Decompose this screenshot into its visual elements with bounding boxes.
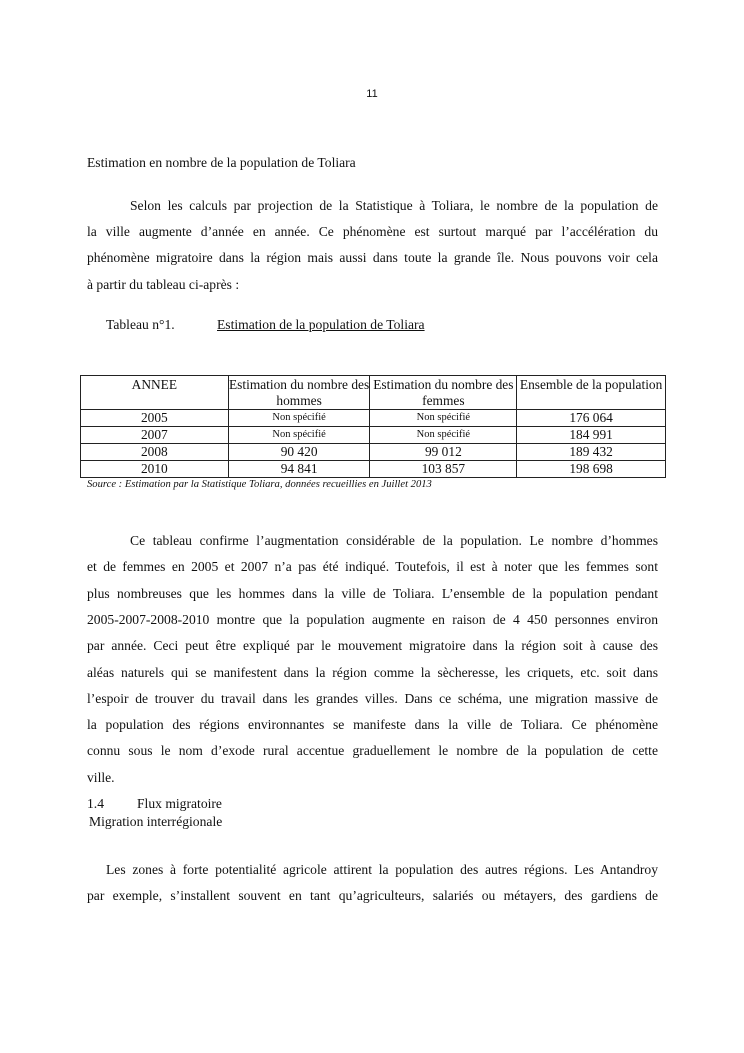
paragraph-line: connu sous le nom d’exode rural accentue graduellement le nombre de la population de cette: [87, 743, 658, 759]
table-caption-title: Estimation de la population de Toliara: [217, 317, 425, 332]
population-table: [80, 375, 666, 478]
table-cell: 189 432: [517, 444, 666, 461]
heading: Estimation en nombre de la population de Toliara: [87, 155, 356, 170]
table-cell: 2008: [81, 444, 229, 461]
page-number: 11: [366, 88, 378, 100]
paragraph-line: 2005-2007-2008-2010 montre que la population augmente en raison de 4 450 personnes environ: [87, 611, 658, 627]
paragraph-line: par année. Ceci peut être expliqué par le mouvement migratoire dans la région soit à cause des: [87, 638, 658, 654]
table-cell: 184 991: [517, 427, 666, 444]
table-cell: 198 698: [517, 461, 666, 478]
table-header-row: [81, 376, 666, 410]
table-cell: Non spécifié: [228, 427, 370, 444]
table-cell: 90 420: [228, 444, 370, 461]
table-cell: 2010: [81, 461, 229, 478]
table-row: [81, 427, 666, 444]
table-cell: Non spécifié: [370, 427, 517, 444]
paragraph-line: et de femmes en 2005 et 2007 n’a pas été indiqué. Toutefois, il est à noter que les femmes sont: [87, 559, 658, 575]
section-number: 1.4: [87, 796, 104, 811]
table-cell: 103 857: [370, 461, 517, 478]
table-row: [81, 444, 666, 461]
table-caption-label: Tableau n°1.: [106, 317, 175, 332]
paragraph-line: Les zones à forte potentialité agricole attirent la population des autres régions. Les Antandroy: [106, 862, 658, 877]
paragraph-line: phénomène migratoire dans la région mais aussi dans toute la grande île. Nous pouvons voir cela: [87, 250, 658, 266]
paragraph-line: ville.: [87, 769, 115, 785]
table-cell: 176 064: [517, 410, 666, 427]
table-cell: 94 841: [228, 461, 370, 478]
table-source: Source : Estimation par la Statistique Toliara, données recueillies en Juillet 2013: [87, 479, 432, 490]
paragraph-line: la ville augmente d’année en année. Ce phénomène est surtout marqué par l’accélération du: [87, 224, 658, 240]
paragraph-line: Ce tableau confirme l’augmentation considérable de la population. Le nombre d’hommes: [130, 533, 658, 548]
table-cell: 2007: [81, 427, 229, 444]
paragraph-line: par exemple, s’installent souvent en tant qu’agriculteurs, salariés ou métayers, des gardiens de: [87, 888, 658, 904]
table-cell: 2005: [81, 410, 229, 427]
header-cell: Ensemble de la population: [517, 376, 666, 410]
header-cell: Estimation du nombre des femmes: [370, 376, 517, 410]
table-row: [81, 410, 666, 427]
table-row: [81, 461, 666, 478]
section-subtitle: Migration interrégionale: [89, 814, 223, 829]
paragraph-line: Selon les calculs par projection de la Statistique à Toliara, le nombre de la population de: [130, 198, 658, 213]
table-cell: Non spécifié: [228, 410, 370, 427]
paragraph-line: aléas naturels qui se manifestent dans la région comme la sècheresse, les criquets, etc. soit dans: [87, 664, 658, 680]
paragraph-line: l’espoir de trouver du travail dans les grandes villes. Dans ce schéma, une migration massive de: [87, 690, 658, 706]
header-cell: Estimation du nombre des hommes: [228, 377, 370, 408]
table-cell: Non spécifié: [370, 410, 517, 427]
section-title: Flux migratoire: [137, 796, 222, 811]
header-cell: ANNEE: [81, 376, 229, 410]
paragraph-line: plus nombreuses que les hommes dans la ville de Toliara. L’ensemble de la population pendant: [87, 585, 658, 601]
table-cell: 99 012: [370, 444, 517, 461]
paragraph-line: la population des régions environnantes se manifeste dans la ville de Toliara. Ce phénomène: [87, 717, 658, 733]
paragraph-line: à partir du tableau ci-après :: [87, 276, 240, 292]
